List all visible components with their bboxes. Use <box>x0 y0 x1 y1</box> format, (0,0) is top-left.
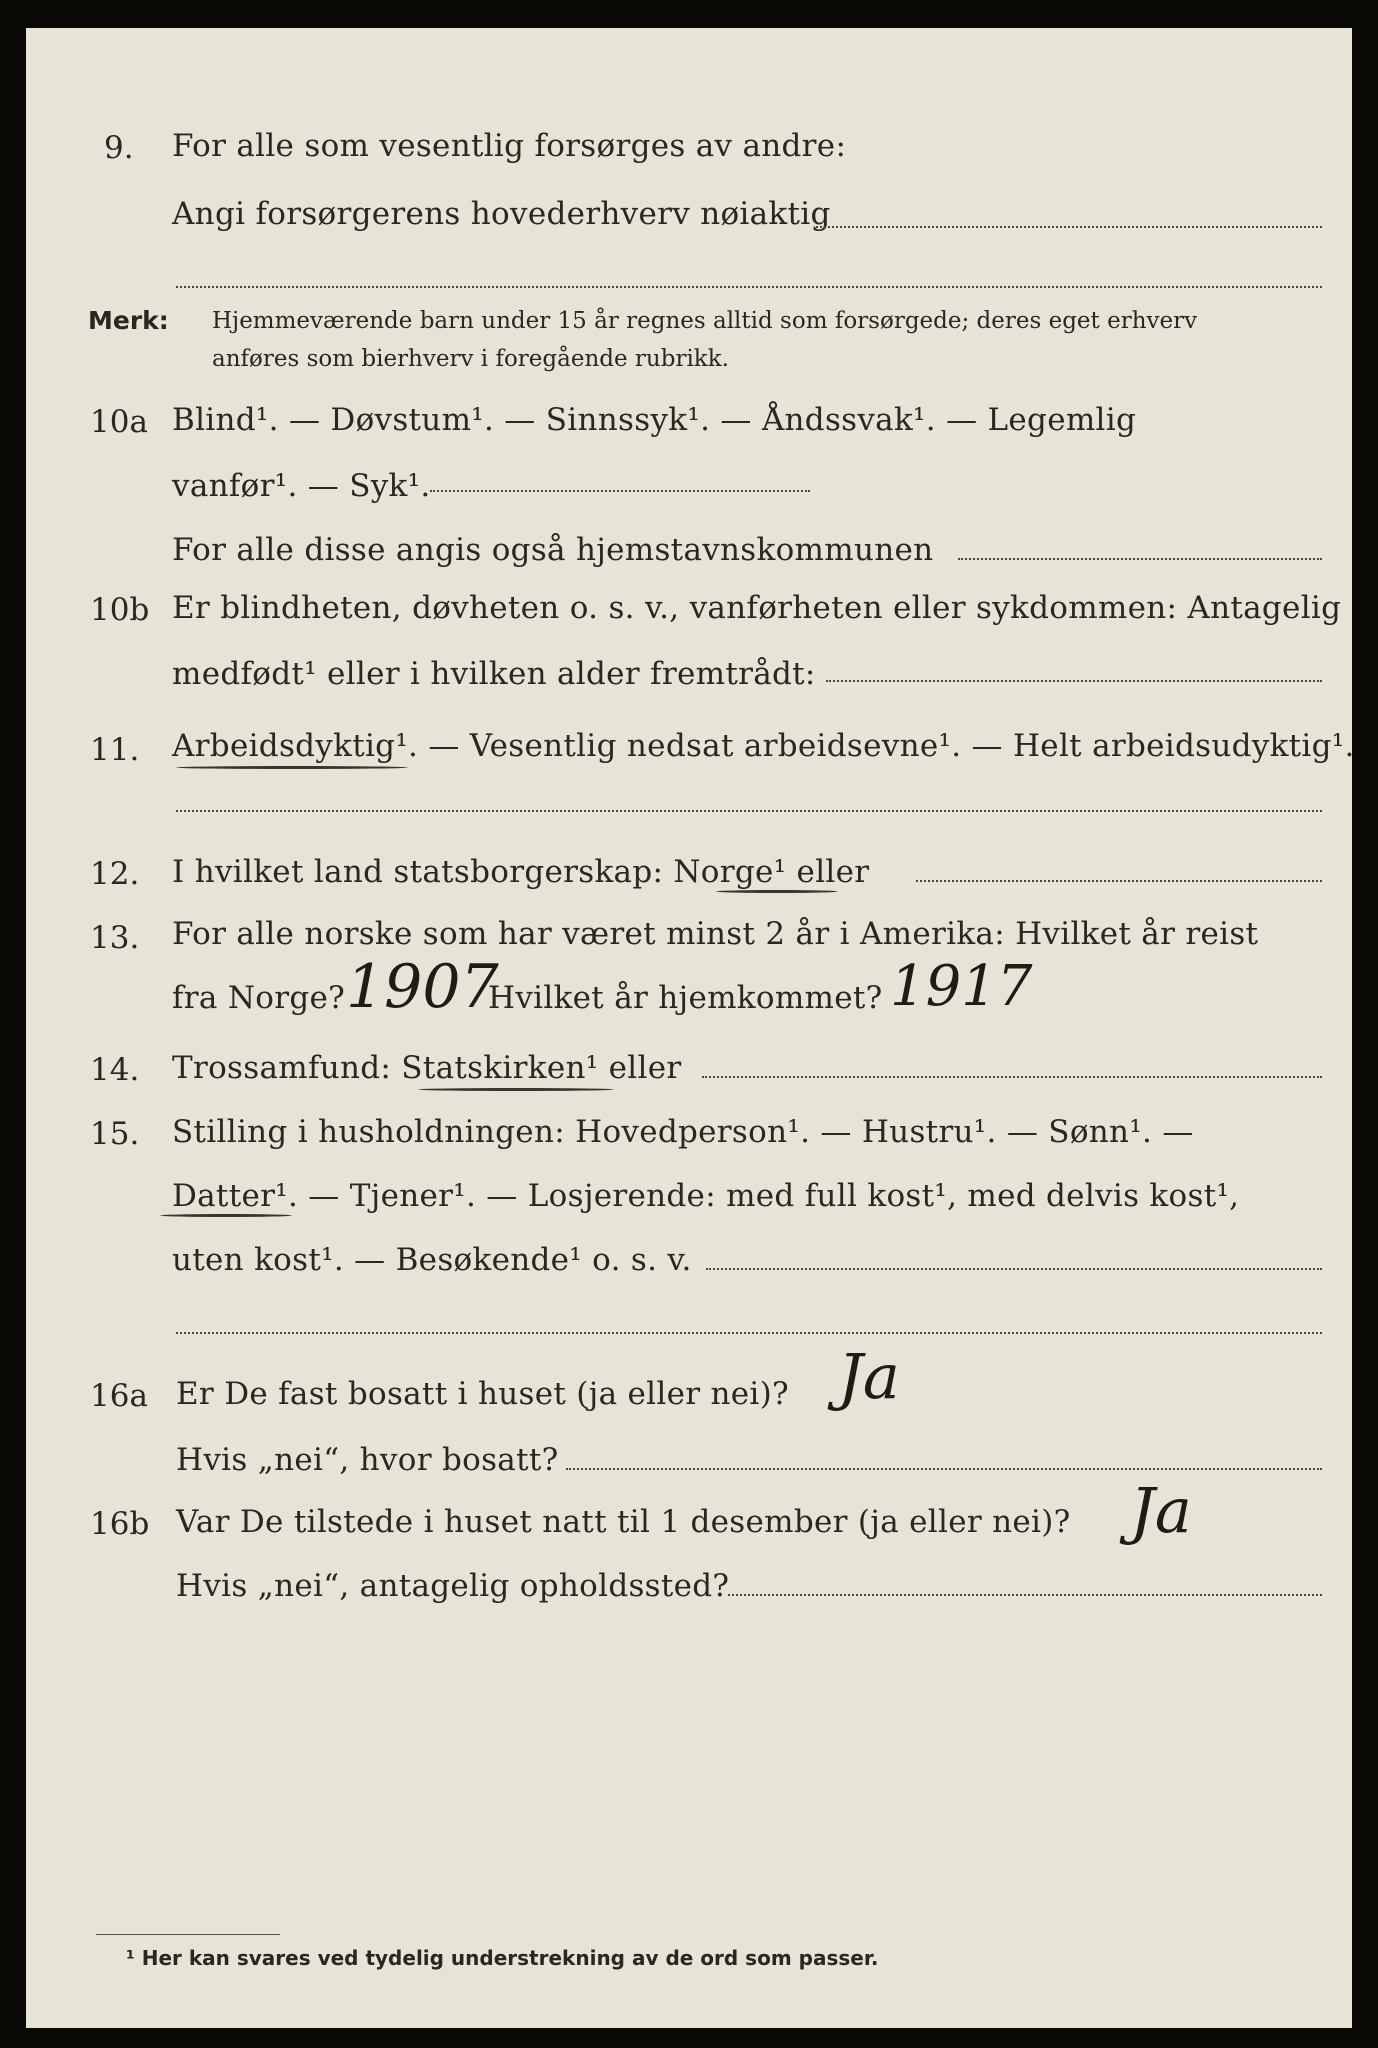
q15-text-3: uten kost¹. — Besøkende¹ o. s. v. <box>172 1242 692 1278</box>
q16b-text-2: Hvis „nei“, antagelig opholdssted? <box>176 1568 730 1604</box>
q10b-answer-line[interactable] <box>826 680 1322 682</box>
q16b-answer-line[interactable] <box>728 1594 1322 1596</box>
return-year: 1917 <box>890 954 1033 1019</box>
q16a-answer: Ja <box>838 1340 900 1413</box>
statskirken-underline <box>418 1088 614 1091</box>
q13-text-2b: Hvilket år hjemkommet? <box>488 980 883 1016</box>
q10a-text-3: For alle disse angis også hjemstavnskommunen <box>172 532 934 568</box>
arbeidsdyktig-underline <box>176 766 408 769</box>
q10b-number: 10b <box>90 592 150 628</box>
q16b-text-1: Var De tilstede i huset natt til 1 desember (ja eller nei)? <box>176 1504 1071 1540</box>
q12-answer-line[interactable] <box>916 880 1322 882</box>
q9-answer-line-2[interactable] <box>176 286 1322 288</box>
q11-answer-line[interactable] <box>176 810 1322 812</box>
merk-text-2: anføres som bierhverv i foregående rubrikk. <box>212 346 729 372</box>
q10a-text-2: vanfør¹. — Syk¹. <box>172 468 431 504</box>
footnote: ¹ Her kan svares ved tydelig understrekning av de ord som passer. <box>126 1946 879 1970</box>
q11-text: Arbeidsdyktig¹. — Vesentlig nedsat arbeidsevne¹. — Helt arbeidsudyktig¹. <box>172 728 1355 764</box>
q9-text: For alle som vesentlig forsørges av andre: <box>172 128 847 164</box>
q16a-text-2: Hvis „nei“, hvor bosatt? <box>176 1442 559 1478</box>
q10a-number: 10a <box>90 404 148 440</box>
q13-text-2a: fra Norge? <box>172 980 346 1016</box>
norge-underline <box>716 890 838 893</box>
q15-text-2: Datter¹. — Tjener¹. — Losjerende: med full kost¹, med delvis kost¹, <box>172 1178 1240 1214</box>
departure-year: 1907 <box>346 952 499 1022</box>
footnote-divider <box>96 1934 280 1935</box>
datter-underline <box>160 1214 292 1217</box>
form-page <box>26 28 1355 2028</box>
q10b-text-2: medfødt¹ eller i hvilken alder fremtrådt: <box>172 656 816 692</box>
q11-number: 11. <box>90 732 140 768</box>
q10a-answer-line[interactable] <box>430 490 810 492</box>
q15-text-1: Stilling i husholdningen: Hovedperson¹. — Hustru¹. — Sønn¹. — <box>172 1114 1194 1150</box>
q13-number: 13. <box>90 920 140 956</box>
q16a-text-1: Er De fast bosatt i huset (ja eller nei)? <box>176 1376 789 1412</box>
q14-number: 14. <box>90 1052 140 1088</box>
q16b-number: 16b <box>90 1506 150 1542</box>
q14-text: Trossamfund: Statskirken¹ eller <box>172 1050 682 1086</box>
q9-answer-line[interactable] <box>816 226 1322 228</box>
q10a-text-1: Blind¹. — Døvstum¹. — Sinnssyk¹. — Åndssvak¹. — Legemlig <box>172 402 1137 438</box>
q14-answer-line[interactable] <box>702 1076 1322 1078</box>
q9-number: 9. <box>104 130 134 166</box>
q16b-answer: Ja <box>1130 1474 1192 1547</box>
q16a-number: 16a <box>90 1378 148 1414</box>
q15-number: 15. <box>90 1116 140 1152</box>
q15-answer-line-2[interactable] <box>176 1332 1322 1334</box>
q10b-text-1: Er blindheten, døvheten o. s. v., vanførheten eller sykdommen: Antagelig <box>172 590 1342 626</box>
q12-text: I hvilket land statsborgerskap: Norge¹ eller <box>172 854 870 890</box>
q13-text-1: For alle norske som har været minst 2 år i Amerika: Hvilket år reist <box>172 916 1259 952</box>
q12-number: 12. <box>90 856 140 892</box>
q16a-answer-line[interactable] <box>566 1468 1322 1470</box>
q15-answer-line[interactable] <box>706 1268 1322 1270</box>
q9-subtext: Angi forsørgerens hovederhverv nøiaktig <box>172 196 831 232</box>
q10a-answer-line-2[interactable] <box>958 558 1322 560</box>
merk-text-1: Hjemmeværende barn under 15 år regnes alltid som forsørgede; deres eget erhverv <box>212 308 1198 334</box>
merk-label: Merk: <box>88 306 169 335</box>
